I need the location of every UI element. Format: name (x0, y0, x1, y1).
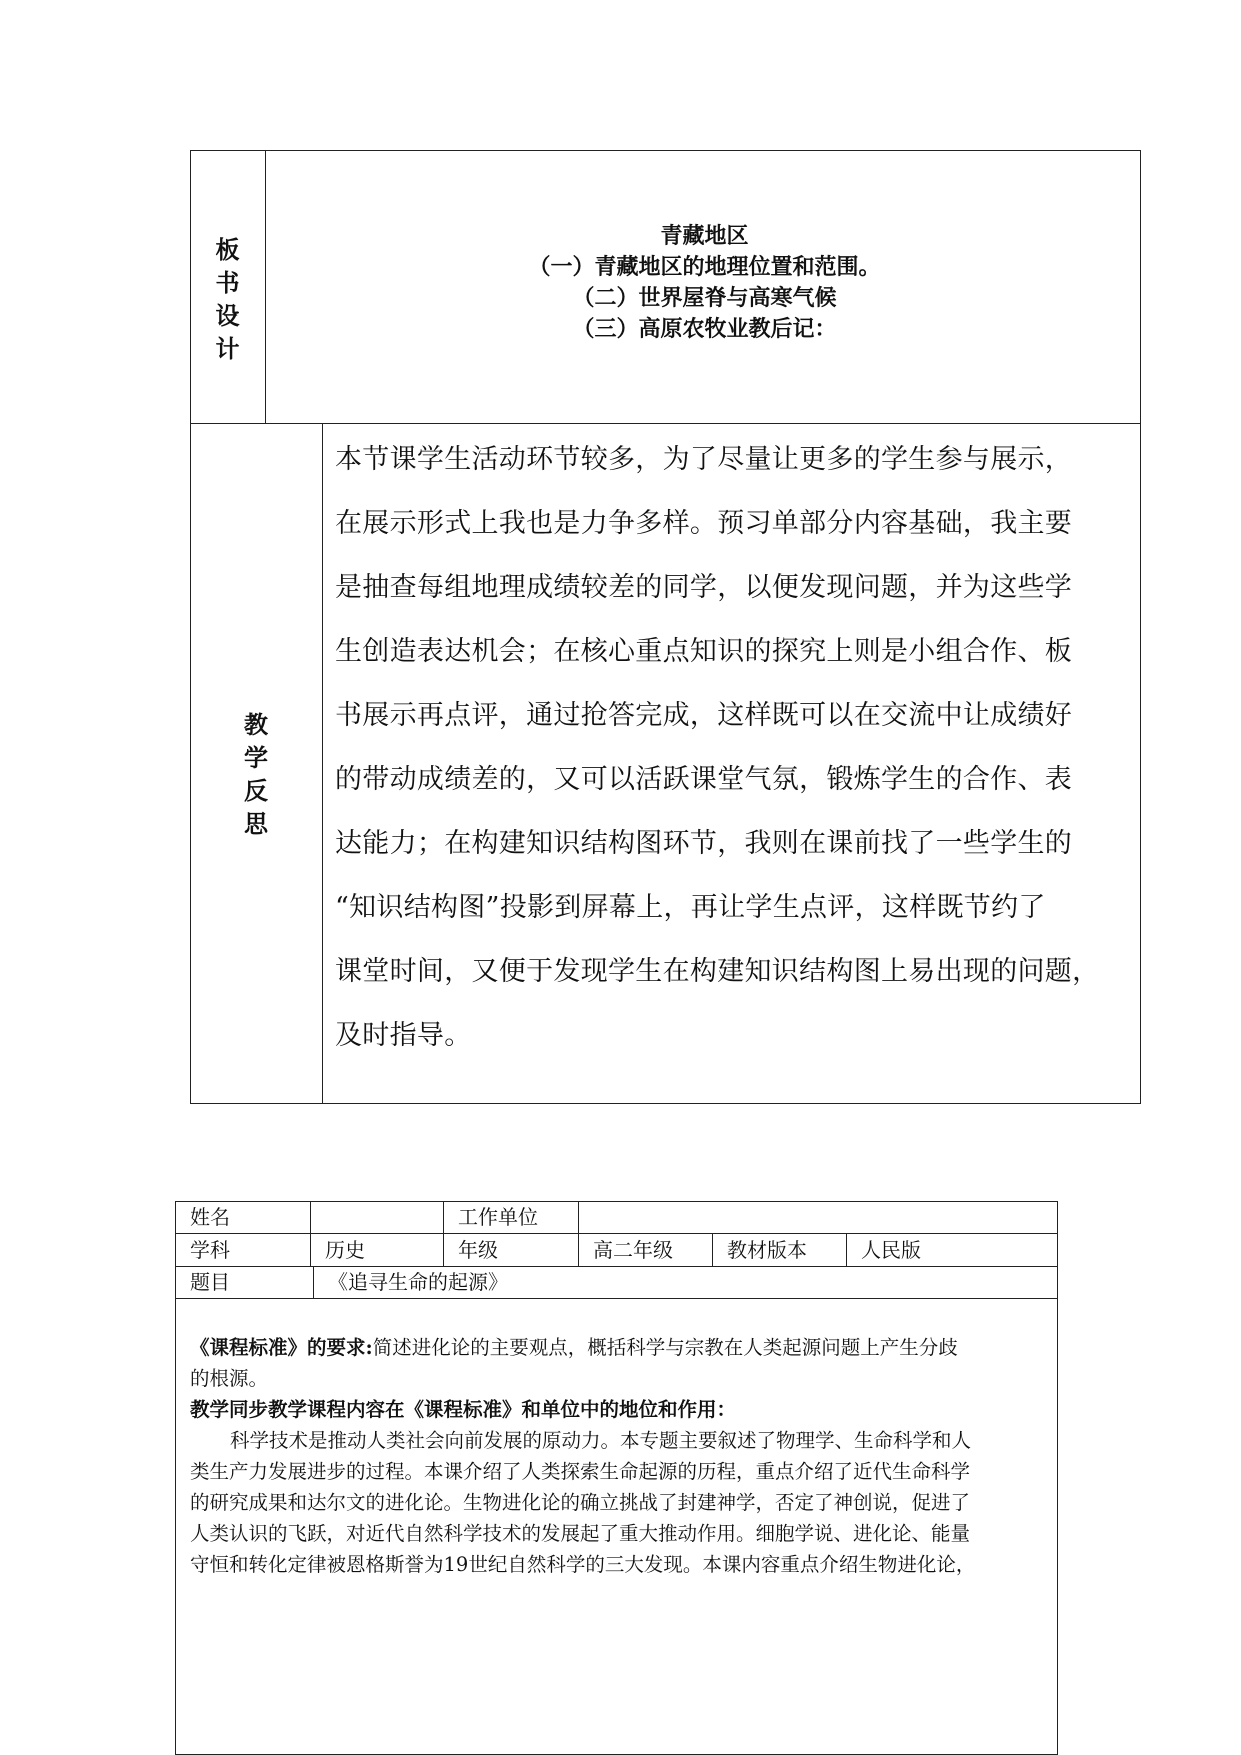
board-design-content (268, 221, 1141, 345)
reflection-content (335, 428, 1145, 1068)
table-border-top (190, 150, 1141, 151)
edition-value: 人民版 (861, 1238, 921, 1262)
info-row-divider (175, 1266, 1058, 1267)
lesson-content (190, 1332, 1060, 1580)
board-line: （一）青藏地区的地理位置和范围。 (528, 254, 881, 280)
standard-requirement (190, 1332, 1060, 1363)
position-heading: 教学同步教学课程内容在《课程标准》和单位中的地位和作用： (190, 1398, 737, 1421)
paragraph-line: 人类认识的飞跃，对近代自然科学技术的发展起了重大推动作用。细胞学说、进化论、能量 (190, 1522, 971, 1545)
reflection-line: 在展示形式上我也是力争多样。预习单部分内容基础，我主要 (335, 508, 1073, 539)
grade-value: 高二年级 (593, 1238, 673, 1262)
board-title: 青藏地区 (660, 223, 749, 249)
board-design-label-char: 设 (215, 301, 240, 330)
table-border-bottom (190, 1103, 1141, 1104)
board-design-label-char: 计 (215, 334, 240, 363)
standard-heading: 《课程标准》的要求: (190, 1336, 373, 1359)
board-design-label (190, 150, 265, 436)
paragraph-line: 类生产力发展进步的过程。本课介绍了人类探索生命起源的历程，重点介绍了近代生命科学 (190, 1460, 971, 1483)
board-design-label-char: 板 (215, 235, 240, 264)
reflection-line: 课堂时间，又便于发现学生在构建知识结构图上易出现的问题， (335, 956, 1100, 987)
work-unit-label: 工作单位 (458, 1205, 538, 1229)
topic-label: 题目 (190, 1270, 230, 1294)
subject-label: 学科 (190, 1238, 230, 1262)
paragraph-line: 科学技术是推动人类社会向前发展的原动力。本专题主要叙述了物理学、生命科学和人 (230, 1429, 972, 1452)
table-column-divider-row2 (322, 423, 323, 1104)
reflection-label-char: 思 (244, 808, 268, 838)
board-design-label-char: 书 (215, 268, 240, 297)
topic-value: 《追寻生命的起源》 (328, 1270, 508, 1294)
info-row-divider (175, 1298, 1058, 1299)
grade-label: 年级 (458, 1238, 498, 1262)
reflection-label (190, 423, 322, 1114)
reflection-line: “知识结构图”投影到屏幕上，再让学生点评，这样既节约了 (335, 892, 1046, 923)
reflection-line: 及时指导。 (335, 1020, 472, 1051)
reflection-line: 的带动成绩差的，又可以活跃课堂气氛，锻炼学生的合作、表 (335, 764, 1073, 795)
table-column-divider-row1 (265, 150, 266, 424)
paragraph-line: 守恒和转化定律被恩格斯誉为19世纪自然科学的三大发现。本课内容重点介绍生物进化论， (190, 1553, 976, 1576)
standard-text-continued: 的根源。 (190, 1367, 269, 1390)
name-label: 姓名 (190, 1205, 230, 1229)
paragraph-line: 的研究成果和达尔文的进化论。生物进化论的确立挑战了封建神学，否定了神创说，促进了 (190, 1491, 971, 1514)
info-border-top (175, 1201, 1058, 1202)
reflection-line: 书展示再点评，通过抢答完成，这样既可以在交流中让成绩好 (335, 700, 1073, 731)
edition-label: 教材版本 (727, 1238, 807, 1262)
reflection-label-char: 教 (244, 709, 268, 739)
board-line: （二）世界屋脊与高寒气候 (572, 285, 837, 311)
reflection-label-char: 反 (244, 775, 268, 805)
standard-text: 简述进化论的主要观点，概括科学与宗教在人类起源问题上产生分歧 (372, 1336, 958, 1359)
reflection-line: 达能力；在构建知识结构图环节，我则在课前找了一些学生的 (335, 828, 1073, 859)
reflection-line: 是抽查每组地理成绩较差的同学，以便发现问题，并为这些学 (335, 572, 1073, 603)
table-row-divider (190, 423, 1141, 424)
reflection-line: 生创造表达机会；在核心重点知识的探究上则是小组合作、板 (335, 636, 1073, 667)
subject-value: 历史 (325, 1238, 365, 1262)
board-line: （三）高原农牧业教后记： (572, 316, 837, 342)
reflection-line: 本节课学生活动环节较多，为了尽量让更多的学生参与展示， (335, 444, 1073, 475)
reflection-label-char: 学 (244, 742, 268, 772)
